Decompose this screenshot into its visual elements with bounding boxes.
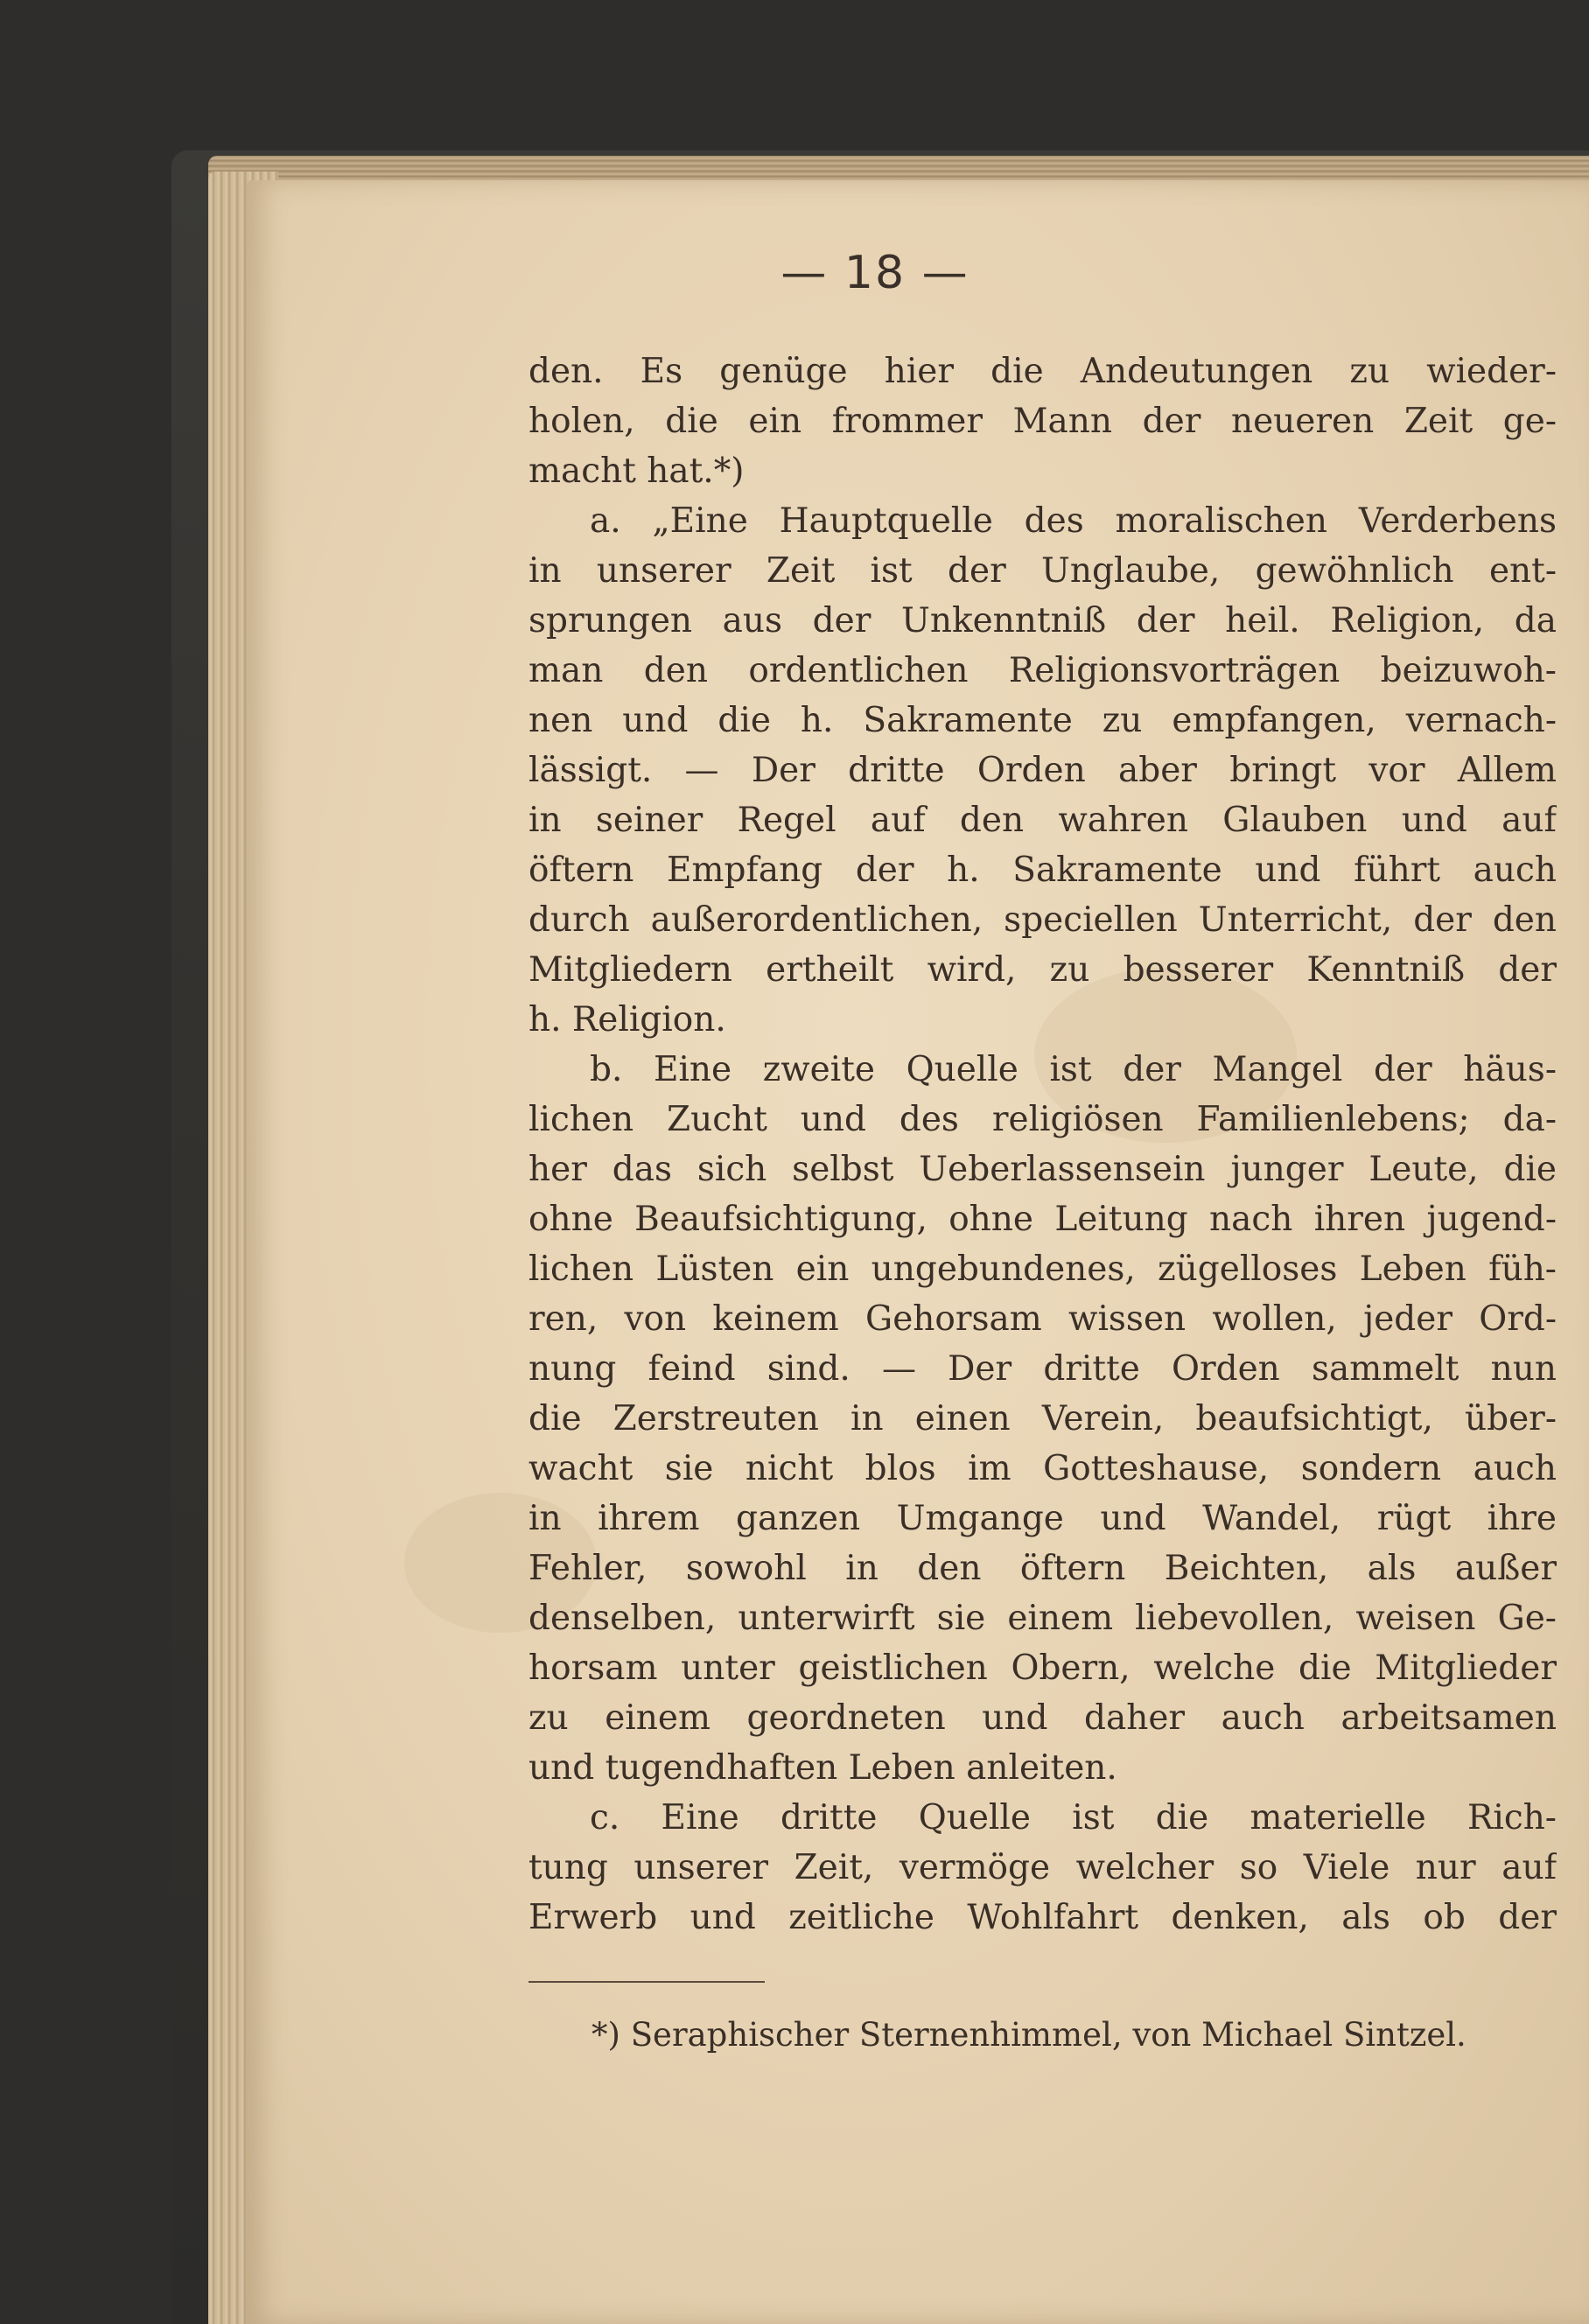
footnote-rule: [528, 1981, 765, 1983]
text-line: lichen Lüsten ein ungebundenes, zügelloses Leben füh-: [528, 1250, 1557, 1289]
footnote: *) Seraphischer Sternenhimmel, von Michael Sintzel.: [592, 2016, 1466, 2054]
text-line: Mitgliedern ertheilt wird, zu besserer Kenntniß der: [528, 950, 1557, 990]
text-line: lässigt. — Der dritte Orden aber bringt vor Allem: [528, 751, 1557, 790]
text-line: man den ordentlichen Religionsvorträgen beizuwoh-: [528, 651, 1557, 690]
text-line: zu einem geordneten und daher auch arbeitsamen: [528, 1698, 1557, 1738]
text-line: durch außerordentlichen, speciellen Unterricht, der den: [528, 900, 1557, 940]
page-number: — 18 —: [780, 247, 970, 299]
body-text: [528, 346, 1557, 1942]
text-line: Fehler, sowohl in den öftern Beichten, als außer: [528, 1549, 1557, 1588]
text-line: a. „Eine Hauptquelle des moralischen Verderbens: [590, 501, 1557, 541]
text-line: nung feind sind. — Der dritte Orden sammelt nun: [528, 1349, 1557, 1389]
text-line: in unserer Zeit ist der Unglaube, gewöhnlich ent-: [528, 551, 1557, 591]
text-line: lichen Zucht und des religiösen Familienlebens; da-: [528, 1100, 1557, 1139]
text-line: den. Es genüge hier die Andeutungen zu wieder-: [528, 352, 1557, 391]
text-line: ren, von keinem Gehorsam wissen wollen, jeder Ord-: [528, 1299, 1557, 1339]
text-line: holen, die ein frommer Mann der neueren Zeit ge-: [528, 402, 1557, 441]
text-line: in ihrem ganzen Umgange und Wandel, rügt ihre: [528, 1499, 1557, 1538]
text-line: sprungen aus der Unkenntniß der heil. Religion, da: [528, 601, 1557, 640]
text-line: macht hat.*): [528, 452, 745, 491]
text-line: nen und die h. Sakramente zu empfangen, vernach-: [528, 701, 1557, 740]
text-line: b. Eine zweite Quelle ist der Mangel der häus-: [590, 1050, 1557, 1089]
text-line: und tugendhaften Leben anleiten.: [528, 1748, 1117, 1788]
text-line: ohne Beaufsichtigung, ohne Leitung nach ihren jugend-: [528, 1200, 1557, 1239]
text-line: die Zerstreuten in einen Verein, beaufsichtigt, über-: [528, 1399, 1557, 1438]
text-line: h. Religion.: [528, 1000, 726, 1040]
text-line: in seiner Regel auf den wahren Glauben und auf: [528, 801, 1557, 840]
text-line: denselben, unterwirft sie einem liebevollen, weisen Ge-: [528, 1599, 1557, 1638]
text-line: Erwerb und zeitliche Wohlfahrt denken, als ob der: [528, 1898, 1557, 1937]
text-line: wacht sie nicht blos im Gotteshause, sondern auch: [528, 1449, 1557, 1488]
text-line: öftern Empfang der h. Sakramente und führt auch: [528, 850, 1557, 890]
text-line: tung unserer Zeit, vermöge welcher so Viele nur auf: [528, 1848, 1557, 1887]
text-line: c. Eine dritte Quelle ist die materielle Rich-: [590, 1798, 1557, 1838]
text-line: her das sich selbst Ueberlassensein junger Leute, die: [528, 1150, 1557, 1189]
text-line: horsam unter geistlichen Obern, welche die Mitglieder: [528, 1648, 1557, 1688]
